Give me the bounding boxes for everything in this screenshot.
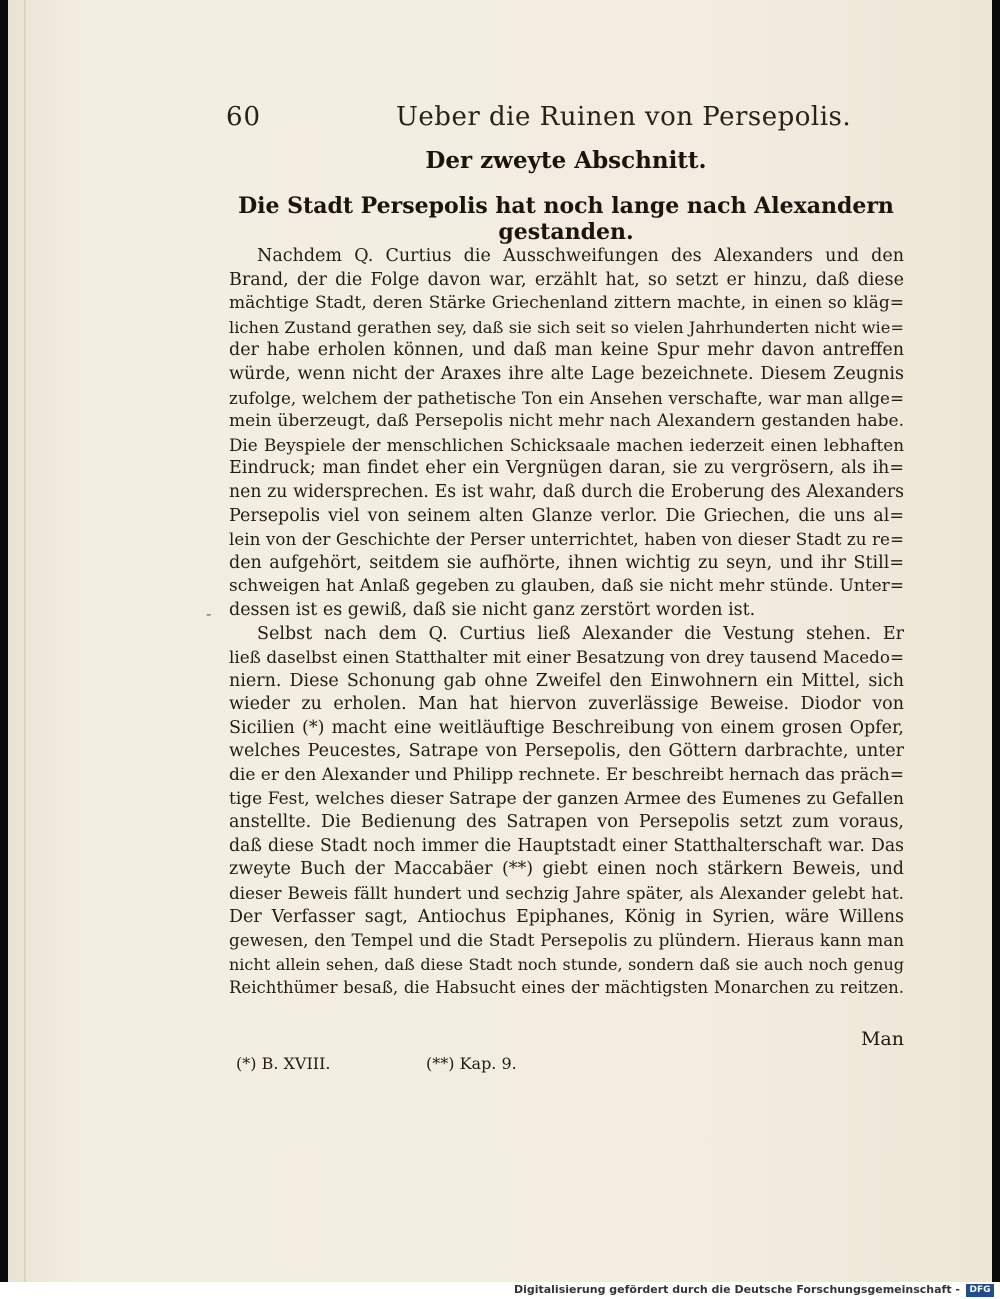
text-line: schweigen hat Anlaß gegeben zu glauben, daß sie nicht mehr stünde. Unter= bbox=[229, 576, 904, 597]
text-line: gewesen, den Tempel und die Stadt Persepolis zu plündern. Hieraus kann man bbox=[229, 930, 904, 951]
text-line: welches Peucestes, Satrape von Persepolis, den Göttern darbrachte, unter bbox=[229, 741, 904, 762]
text-line: würde, wenn nicht der Araxes ihre alte Lage bezeichnete. Diesem Zeugnis bbox=[229, 363, 904, 384]
margin-mark: - bbox=[206, 604, 212, 623]
text-line: nicht allein sehen, daß diese Stadt noch stunde, sondern daß sie auch noch genug bbox=[229, 954, 904, 974]
text-line: den aufgehört, seitdem sie aufhörte, ihnen wichtig zu seyn, und ihr Still= bbox=[229, 552, 904, 573]
text-line: Reichthümer besaß, die Habsucht eines der mächtigsten Monarchen zu reitzen. bbox=[229, 978, 904, 998]
text-line: ließ daselbst einen Statthalter mit einer Besatzung von drey tausend Macedo= bbox=[229, 647, 904, 668]
text-line: dieser Beweis fällt hundert und sechzig Jahre später, als Alexander gelebt hat. bbox=[229, 883, 904, 904]
text-line: der habe erholen können, und daß man keine Spur mehr davon antreffen bbox=[229, 340, 904, 361]
text-line: Eindruck; man findet eher ein Vergnügen daran, sie zu vergrösern, als ih= bbox=[229, 458, 904, 479]
section-subtitle: Die Stadt Persepolis hat noch lange nach Alexandern gestanden. bbox=[238, 193, 894, 245]
text-line: dessen ist es gewiß, daß sie nicht ganz zerstört worden ist. bbox=[229, 599, 756, 620]
text-line: die er den Alexander und Philipp rechnete. Er beschreibt hernach das präch= bbox=[229, 765, 904, 786]
text-line: zweyte Buch der Maccabäer (**) giebt einen noch stärkern Beweis, und bbox=[229, 859, 904, 880]
footnote-first: (*) B. XVIII. bbox=[236, 1054, 331, 1073]
text-line: anstellte. Die Bedienung des Satrapen von Persepolis setzt zum voraus, bbox=[229, 812, 904, 833]
text-line: lichen Zustand gerathen sey, daß sie sich seit so vielen Jahrhunderten nicht wie= bbox=[229, 317, 904, 337]
text-line: Nachdem Q. Curtius die Ausschweifungen des Alexanders und den bbox=[257, 246, 904, 266]
text-line: mein überzeugt, daß Persepolis nicht mehr nach Alexandern gestanden habe. bbox=[229, 411, 904, 432]
credit-bar bbox=[0, 1282, 1000, 1299]
text-line: tige Fest, welches dieser Satrape der ganzen Armee des Eumenes zu Gefallen bbox=[229, 788, 904, 809]
body-text bbox=[229, 245, 904, 1000]
page-number: 60 bbox=[226, 102, 262, 132]
text-line: Brand, der die Folge davon war, erzählt hat, so setzt er hinzu, daß diese bbox=[229, 269, 904, 290]
section-heading: Der zweyte Abschnitt. bbox=[425, 147, 707, 174]
text-line: nen zu widersprechen. Es ist wahr, daß durch die Eroberung des Alexanders bbox=[229, 481, 904, 502]
text-line: Persepolis viel von seinem alten Glanze verlor. Die Griechen, die uns al= bbox=[229, 505, 904, 526]
text-line: mächtige Stadt, deren Stärke Griechenland zittern machte, in einen so kläg= bbox=[229, 293, 904, 314]
running-title: Ueber die Ruinen von Persepolis. bbox=[396, 102, 852, 132]
text-line: niern. Diese Schonung gab ohne Zweifel den Einwohnern ein Mittel, sich bbox=[229, 670, 904, 691]
footnotes bbox=[236, 1054, 736, 1078]
text-line: Der Verfasser sagt, Antiochus Epiphanes, König in Syrien, wäre Willens bbox=[229, 906, 904, 927]
dfg-logo-icon: DFG bbox=[966, 1284, 994, 1297]
text-line: lein von der Geschichte der Perser unterrichtet, haben von dieser Stadt zu re= bbox=[229, 529, 904, 550]
text-line: zufolge, welchem der pathetische Ton ein Ansehen verschafte, war man allge= bbox=[229, 387, 904, 408]
text-line: Die Beyspiele der menschlichen Schicksaale machen iederzeit einen lebhaften bbox=[229, 434, 904, 455]
text-line: daß diese Stadt noch immer die Hauptstadt einer Statthalterschaft war. Das bbox=[229, 835, 904, 856]
text-line: wieder zu erholen. Man hat hiervon zuverlässige Beweise. Diodor von bbox=[229, 694, 904, 715]
page-header bbox=[226, 102, 906, 136]
text-line: Sicilien (*) macht eine weitläuftige Beschreibung von einem grosen Opfer, bbox=[229, 717, 904, 738]
catchword: Man bbox=[860, 1028, 904, 1050]
footnote-second: (**) Kap. 9. bbox=[426, 1054, 517, 1073]
credit-text: Digitalisierung gefördert durch die Deutsche Forschungsgemeinschaft - bbox=[513, 1283, 960, 1296]
text-line: Selbst nach dem Q. Curtius ließ Alexander die Vestung stehen. Er bbox=[257, 623, 904, 644]
gutter-edge bbox=[24, 0, 26, 1282]
